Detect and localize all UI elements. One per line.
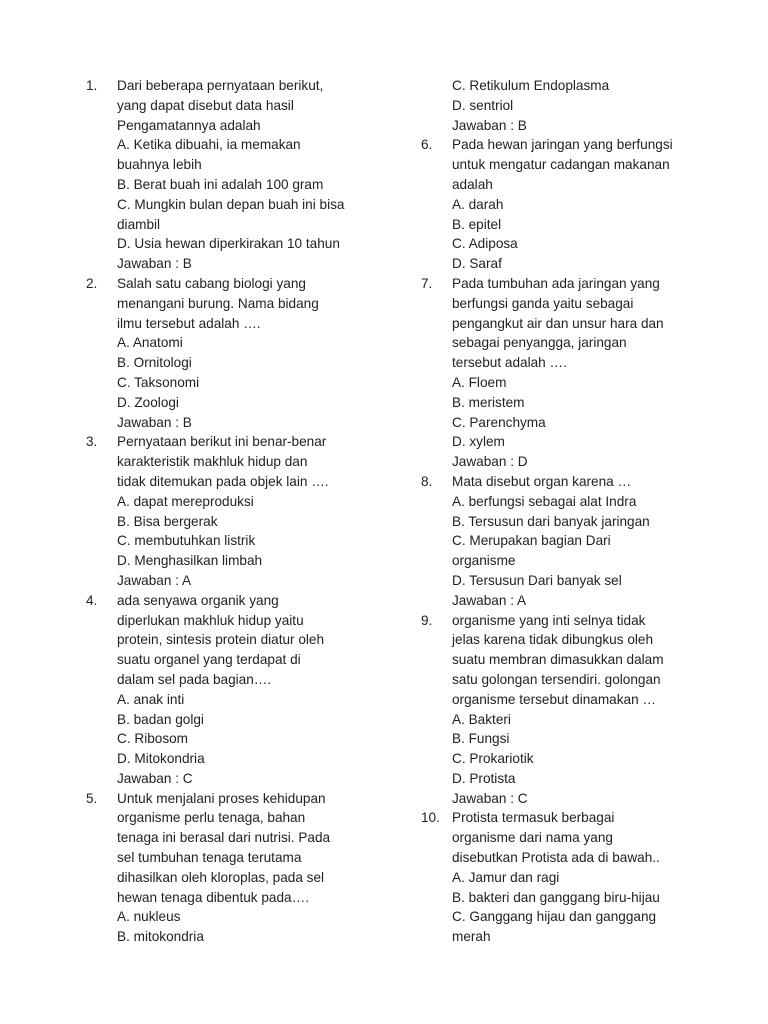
line-text: D. Tersusun Dari banyak sel	[452, 572, 622, 588]
text-line	[86, 373, 416, 393]
line-text: tidak ditemukan pada objek lain ….	[117, 473, 329, 489]
text-line	[421, 650, 751, 670]
text-line	[86, 907, 416, 927]
text-line	[421, 393, 751, 413]
line-text: diperlukan makhluk hidup yaitu	[117, 612, 304, 628]
text-line	[421, 868, 751, 888]
text-line	[421, 452, 751, 472]
line-text: karakteristik makhluk hidup dan	[117, 454, 308, 470]
text-line	[421, 215, 751, 235]
line-text: A. anak inti	[117, 691, 185, 707]
text-line	[421, 274, 751, 294]
text-line	[421, 175, 751, 195]
line-text: Jawaban : D	[452, 454, 528, 470]
text-line	[421, 551, 751, 571]
text-line	[86, 769, 416, 789]
text-line	[86, 432, 416, 452]
line-text: C. Retikulum Endoplasma	[452, 78, 610, 93]
line-text: C. Prokariotik	[452, 751, 534, 767]
text-line	[86, 393, 416, 413]
text-line	[421, 690, 751, 710]
line-text: D. Usia hewan diperkirakan 10 tahun	[117, 236, 340, 252]
line-text: C. Ribosom	[117, 731, 189, 747]
text-line	[86, 215, 416, 235]
text-line	[421, 492, 751, 512]
text-line	[421, 155, 751, 175]
text-line	[421, 789, 751, 809]
text-line	[421, 749, 751, 769]
text-line	[421, 729, 751, 749]
line-text: protein, sintesis protein diatur oleh	[117, 632, 325, 648]
question-number: 1.	[86, 78, 98, 93]
line-text: B. Fungsi	[452, 731, 510, 747]
line-text: ilmu tersebut adalah ….	[117, 315, 261, 331]
line-text: organisme tersebut dinamakan …	[452, 691, 657, 707]
text-line	[86, 353, 416, 373]
question-number: 5.	[86, 790, 98, 806]
text-line	[86, 96, 416, 116]
line-text: Salah satu cabang biologi yang	[117, 275, 306, 291]
line-text: D. Menghasilkan limbah	[117, 553, 263, 569]
line-text: D. Saraf	[452, 256, 502, 272]
question-number: 6.	[421, 137, 433, 153]
text-line	[421, 76, 751, 96]
text-line	[86, 927, 416, 947]
text-line	[421, 710, 751, 730]
line-text: sebagai penyangga, jaringan	[452, 335, 627, 351]
line-text: B. Ornitologi	[117, 355, 192, 371]
left-column	[86, 76, 416, 947]
text-line	[86, 175, 416, 195]
text-line	[86, 135, 416, 155]
line-text: dihasilkan oleh kloroplas, pada sel	[117, 869, 325, 885]
line-text: satu golongan tersendiri. golongan	[452, 671, 661, 687]
text-line	[86, 551, 416, 571]
text-line	[421, 472, 751, 492]
line-text: A. Floem	[452, 374, 507, 390]
line-text: Pernyataan berikut ini benar-benar	[117, 434, 327, 450]
question-number: 7.	[421, 275, 433, 291]
question-number: 2.	[86, 275, 98, 291]
text-line	[421, 294, 751, 314]
text-line	[421, 808, 751, 828]
text-line	[86, 116, 416, 136]
text-line	[421, 769, 751, 789]
text-line	[421, 353, 751, 373]
line-text: Pada hewan jaringan yang berfungsi	[452, 137, 673, 153]
line-text: Pengamatannya adalah	[117, 117, 261, 133]
text-line	[86, 630, 416, 650]
line-text: diambil	[117, 216, 161, 232]
text-line	[86, 670, 416, 690]
text-line	[86, 254, 416, 274]
text-line	[421, 512, 751, 532]
text-line	[86, 274, 416, 294]
line-text: ada senyawa organik yang	[117, 592, 279, 608]
line-text: B. bakteri dan ganggang biru-hijau	[452, 889, 660, 905]
line-text: sel tumbuhan tenaga terutama	[117, 850, 302, 866]
text-line	[86, 492, 416, 512]
text-line	[86, 868, 416, 888]
question-number: 10.	[421, 810, 440, 826]
line-text: Jawaban : C	[117, 770, 193, 786]
text-line	[86, 710, 416, 730]
line-text: B. Tersusun dari banyak jaringan	[452, 513, 650, 529]
line-text: A. Ketika dibuahi, ia memakan	[117, 137, 301, 153]
text-line	[421, 927, 751, 947]
line-text: Mata disebut organ karena …	[452, 473, 632, 489]
text-line	[86, 531, 416, 551]
line-text: A. Bakteri	[452, 711, 511, 727]
text-line	[421, 314, 751, 334]
text-line	[86, 888, 416, 908]
line-text: Protista termasuk berbagai	[452, 810, 615, 826]
line-text: B. Bisa bergerak	[117, 513, 218, 529]
line-text: D. Zoologi	[117, 394, 179, 410]
text-line	[421, 848, 751, 868]
text-line	[421, 907, 751, 927]
line-text: A. Jamur dan ragi	[452, 869, 560, 885]
line-text: organisme dari nama yang	[452, 830, 613, 846]
line-text: tersebut adalah ….	[452, 355, 567, 371]
line-text: suatu membran dimasukkan dalam	[452, 652, 664, 668]
line-text: A. Anatomi	[117, 335, 183, 351]
line-text: Jawaban : B	[117, 256, 192, 272]
text-line	[86, 333, 416, 353]
text-line	[86, 294, 416, 314]
line-text: C. Parenchyma	[452, 414, 546, 430]
text-line	[421, 571, 751, 591]
line-text: berfungsi ganda yaitu sebagai	[452, 295, 634, 311]
line-text: B. Berat buah ini adalah 100 gram	[117, 176, 324, 192]
text-line	[421, 373, 751, 393]
text-line	[86, 650, 416, 670]
line-text: C. Adiposa	[452, 236, 518, 252]
text-line	[421, 254, 751, 274]
line-text: Untuk menjalani proses kehidupan	[117, 790, 326, 806]
line-text: suatu organel yang terdapat di	[117, 652, 301, 668]
line-text: Jawaban : A	[452, 592, 527, 608]
line-text: C. Mungkin bulan depan buah ini bisa	[117, 196, 345, 212]
text-line	[86, 789, 416, 809]
text-line	[86, 690, 416, 710]
line-text: hewan tenaga dibentuk pada….	[117, 889, 309, 905]
text-line	[86, 155, 416, 175]
line-text: menangani burung. Nama bidang	[117, 295, 319, 311]
text-line	[421, 116, 751, 136]
line-text: Jawaban : B	[452, 117, 527, 133]
line-text: adalah	[452, 176, 493, 192]
text-line	[86, 472, 416, 492]
line-text: pengangkut air dan unsur hara dan	[452, 315, 664, 331]
text-line	[86, 848, 416, 868]
text-line	[421, 135, 751, 155]
text-line	[86, 314, 416, 334]
text-line	[421, 591, 751, 611]
text-line	[421, 195, 751, 215]
line-text: D. sentriol	[452, 97, 514, 113]
line-text: D. xylem	[452, 434, 505, 450]
line-text: B. epitel	[452, 216, 502, 232]
text-line	[421, 432, 751, 452]
question-number: 3.	[86, 434, 98, 450]
line-text: B. mitokondria	[117, 929, 204, 945]
line-text: organisme	[452, 553, 516, 569]
line-text: Dari beberapa pernyataan berikut,	[117, 78, 324, 93]
right-column	[421, 76, 751, 947]
line-text: C. Taksonomi	[117, 374, 200, 390]
text-line	[86, 234, 416, 254]
text-line	[421, 828, 751, 848]
text-line	[86, 452, 416, 472]
question-number: 8.	[421, 473, 433, 489]
text-line	[86, 729, 416, 749]
line-text: yang dapat disebut data hasil	[117, 97, 294, 113]
text-line	[86, 749, 416, 769]
line-text: A. darah	[452, 196, 504, 212]
text-line	[86, 808, 416, 828]
line-text: buahnya lebih	[117, 157, 202, 173]
text-line	[421, 96, 751, 116]
question-number: 4.	[86, 592, 98, 608]
line-text: organisme yang inti selnya tidak	[452, 612, 646, 628]
text-line	[421, 888, 751, 908]
text-line	[421, 333, 751, 353]
text-line	[86, 591, 416, 611]
text-line	[421, 630, 751, 650]
line-text: untuk mengatur cadangan makanan	[452, 157, 670, 173]
line-text: merah	[452, 929, 491, 945]
text-line	[421, 611, 751, 631]
line-text: A. nukleus	[117, 909, 181, 925]
text-line	[421, 670, 751, 690]
line-text: dalam sel pada bagian….	[117, 671, 272, 687]
text-line	[86, 828, 416, 848]
line-text: D. Mitokondria	[117, 751, 205, 767]
text-line	[86, 76, 416, 96]
line-text: A. dapat mereproduksi	[117, 493, 254, 509]
text-line	[421, 413, 751, 433]
line-text: Jawaban : B	[117, 414, 192, 430]
line-text: B. badan golgi	[117, 711, 204, 727]
text-line	[86, 195, 416, 215]
text-line	[421, 234, 751, 254]
text-line	[86, 611, 416, 631]
line-text: Jawaban : C	[452, 790, 528, 806]
line-text: disebutkan Protista ada di bawah..	[452, 850, 660, 866]
line-text: organisme perlu tenaga, bahan	[117, 810, 306, 826]
line-text: C. membutuhkan listrik	[117, 533, 256, 549]
text-line	[86, 413, 416, 433]
line-text: D. Protista	[452, 770, 516, 786]
line-text: Jawaban : A	[117, 572, 192, 588]
line-text: jelas karena tidak dibungkus oleh	[452, 632, 654, 648]
text-line	[421, 531, 751, 551]
text-line	[86, 512, 416, 532]
text-line	[86, 571, 416, 591]
line-text: C. Ganggang hijau dan ganggang	[452, 909, 657, 925]
line-text: Pada tumbuhan ada jaringan yang	[452, 275, 660, 291]
line-text: C. Merupakan bagian Dari	[452, 533, 611, 549]
line-text: A. berfungsi sebagai alat Indra	[452, 493, 637, 509]
line-text: B. meristem	[452, 394, 525, 410]
line-text: tenaga ini berasal dari nutrisi. Pada	[117, 830, 331, 846]
question-number: 9.	[421, 612, 433, 628]
